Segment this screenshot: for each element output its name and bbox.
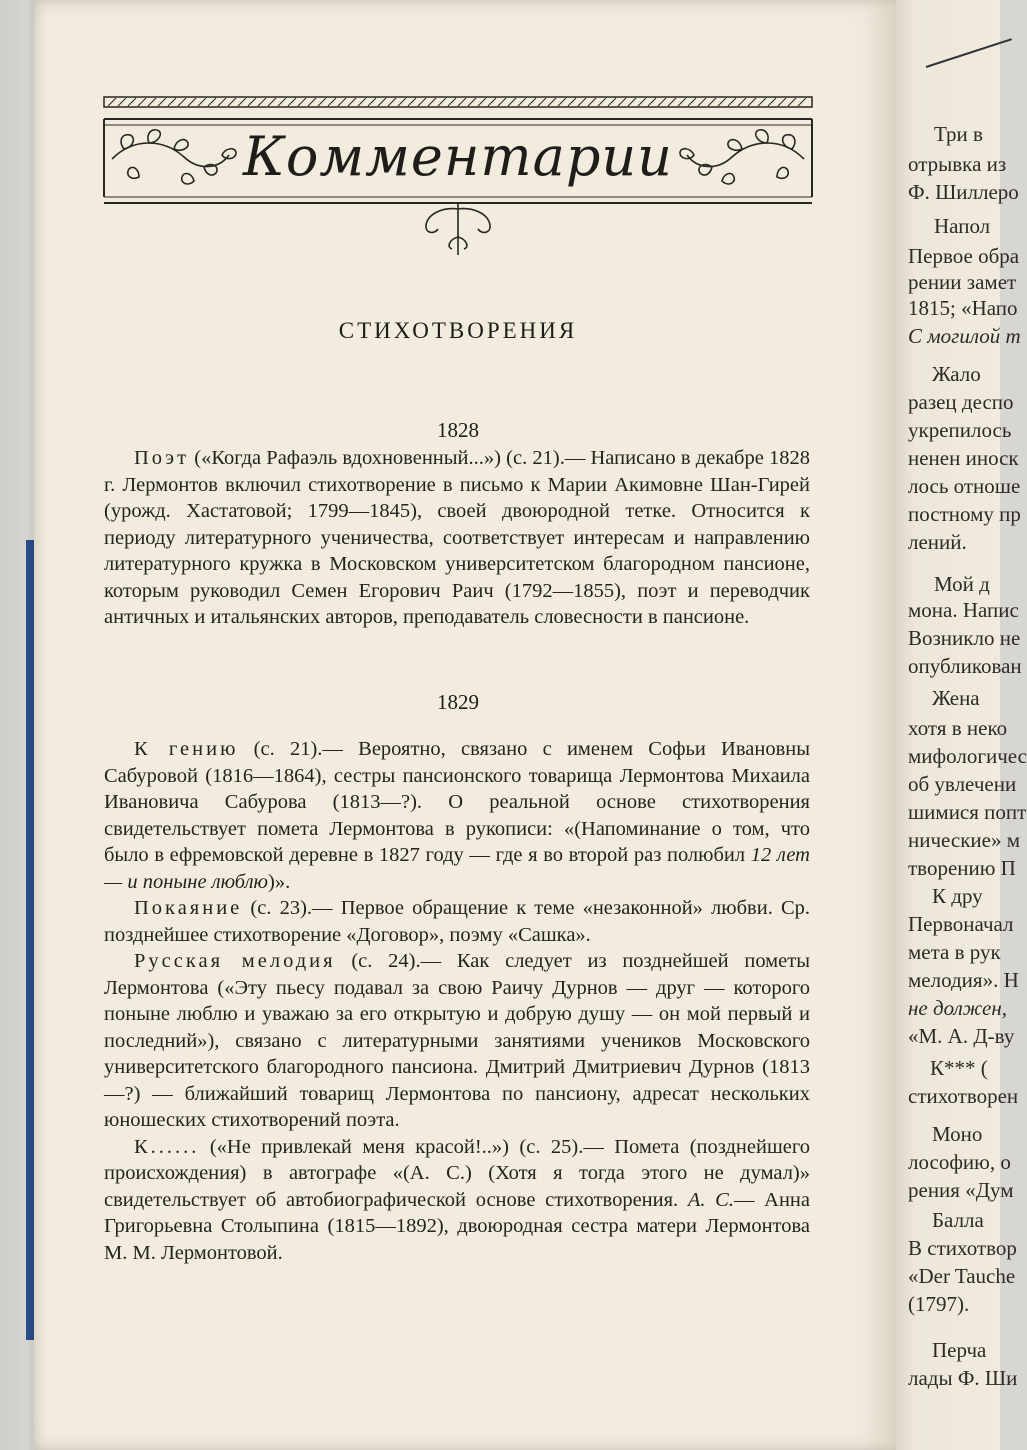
right-page-line: 1815; «Напо xyxy=(908,296,1018,320)
entry-text: (с. 23).— Первое обращение к теме «незаконной» любви. Ср. позднейшее стихотворение «Договор», поэму «Сашка». xyxy=(104,897,810,946)
entry-tail: )». xyxy=(268,870,291,893)
right-page-line: К дру xyxy=(932,884,983,908)
year-heading-1829: 1829 xyxy=(437,690,479,714)
right-page-line: Три в xyxy=(934,122,983,146)
entry-title: К гению xyxy=(134,738,239,760)
commentary-block-1828 xyxy=(104,445,810,631)
entry-title: К...... xyxy=(134,1135,200,1158)
right-page-line: лософию, о xyxy=(908,1150,1011,1174)
right-page-line: Возникло не xyxy=(908,626,1021,650)
right-page-line: стихотворен xyxy=(908,1084,1019,1108)
right-page-line: опубликован xyxy=(908,654,1022,678)
right-page-edge xyxy=(896,0,1027,1450)
right-page-line: укрепилось xyxy=(908,418,1012,442)
right-page-line: Жало xyxy=(932,362,981,386)
entry-text: («Когда Рафаэль вдохновенный...») (с. 21).— Написано в декабре 1828 г. Лермонтов включил стихотворение в письмо к Марии Акимовне Шан-Гирей (урожд. Хастатовой; 1799—1845), своей двоюродной тетке. Относится к периоду литературного ученичества, соответствует интересам и направлению литературного кружка в Московском университетском благородном пансионе, которым руководил Семен Егорович Раич (1792—1855), поэт и переводчик античных и итальянских авторов, преподаватель словесности в пансионе. xyxy=(104,447,810,628)
entry-italic-initials: А. С. xyxy=(687,1188,734,1211)
right-page-line: разец деспо xyxy=(908,390,1014,414)
right-page-line: С могилой т xyxy=(908,324,1021,348)
right-page-line: рения «Дум xyxy=(908,1178,1014,1202)
right-page-line: об увлечени xyxy=(908,772,1017,796)
entry-russkaya-melodiya xyxy=(104,948,810,1134)
entry-pokayanie xyxy=(104,895,810,948)
entry-k xyxy=(104,1134,810,1267)
right-page-line: Ф. Шиллеро xyxy=(908,180,1019,204)
right-page-line: В стихотвор xyxy=(908,1236,1017,1260)
right-page-line: «Der Tauche xyxy=(908,1264,1016,1288)
year-heading-1828: 1828 xyxy=(437,418,479,442)
right-page-line: шимися попт xyxy=(908,800,1027,824)
entry-title: Покаяние xyxy=(134,897,243,919)
right-page-rule xyxy=(926,38,1012,68)
section-title: СТИХОТВОРЕНИЯ xyxy=(338,318,578,343)
right-page-line: мифологичес xyxy=(908,744,1027,768)
right-page-line: мона. Напис xyxy=(908,598,1019,622)
right-page-line: Первоначал xyxy=(908,912,1014,936)
right-page-line: творению П xyxy=(908,856,1016,880)
right-page-line: постному пр xyxy=(908,502,1021,526)
right-page-line: «М. А. Д-ву xyxy=(908,1024,1015,1048)
right-page-line: Мой д xyxy=(934,572,990,596)
right-page-line: хотя в неко xyxy=(908,716,1008,740)
right-page-line: (1797). xyxy=(908,1292,970,1316)
entry-italic-quote: 12 лет — и поныне люблю xyxy=(104,844,810,893)
right-page-line: Напол xyxy=(934,214,991,238)
entry-title: Русская мелодия xyxy=(134,950,336,972)
entry-text: («Не привлекай меня красой!..») (с. 25).— Помета (позднейшего происхождения) в автографе «(А. С.) (Хотя я тогда этого не думал)» свидетельствует об автобиографической основе стихотворения. xyxy=(104,1135,810,1211)
right-page-line: К*** ( xyxy=(930,1056,988,1080)
right-page-line: Балла xyxy=(932,1208,984,1232)
right-page-line: лений. xyxy=(908,530,967,554)
right-page-line: лады Ф. Ши xyxy=(908,1366,1018,1390)
right-page-line: лось отноше xyxy=(908,474,1021,498)
right-page-line: рении замет xyxy=(908,270,1017,294)
right-page-line: не должен, xyxy=(908,996,1007,1020)
entry-tail: — Анна Григорьевна Столыпина (1815—1892), двоюродная сестра матери Лермонтова М. М. Лермонтовой. xyxy=(104,1188,810,1264)
right-page-line: отрывка из xyxy=(908,152,1007,176)
entry-poet xyxy=(104,445,810,631)
header-title: Комментарии xyxy=(243,125,673,188)
entry-title: Поэт xyxy=(134,447,190,469)
right-page-line: нические» м xyxy=(908,828,1021,852)
right-page-line: Первое обра xyxy=(908,244,1020,268)
right-page-line: мета в рук xyxy=(908,940,1001,964)
entry-text: (с. 21).— Вероятно, связано с именем Софьи Ивановны Сабуровой (1816—1864), сестры пансионского товарища Лермонтова Михаила Ивановича Сабурова (1813—?). О реальной основе стихотворения свидетельствует помета Лермонтова в рукописи: «(Напоминание о том, что было в ефремовской деревне в 1827 году — где я во второй раз полюбил xyxy=(104,738,811,866)
entry-k-geniyu xyxy=(104,736,810,895)
right-page-line: ненен иноск xyxy=(908,446,1019,470)
commentary-block-1829 xyxy=(104,736,810,1266)
right-page-line: Жена xyxy=(932,686,980,710)
right-page-line: Перча xyxy=(932,1338,987,1362)
right-page-line: мелодия». Н xyxy=(908,968,1019,992)
entry-text: (с. 24).— Как следует из позднейшей пометы Лермонтова («Эту пьесу подавал за свою Раичу Дурнов — друг — которого поныне люблю и уважаю за его открытую и добрую душу — он мой первый и последний»), связано с литературными занятиями учеников Московского университетского благородного пансиона. Дмитрий Дмитриевич Дурнов (1813—?) — ближайший товарищ Лермонтова по пансиону, адресат нескольких юношеских стихотворений поэта. xyxy=(104,950,810,1131)
ornamental-header xyxy=(104,97,812,257)
right-page-line: Моно xyxy=(932,1122,983,1146)
